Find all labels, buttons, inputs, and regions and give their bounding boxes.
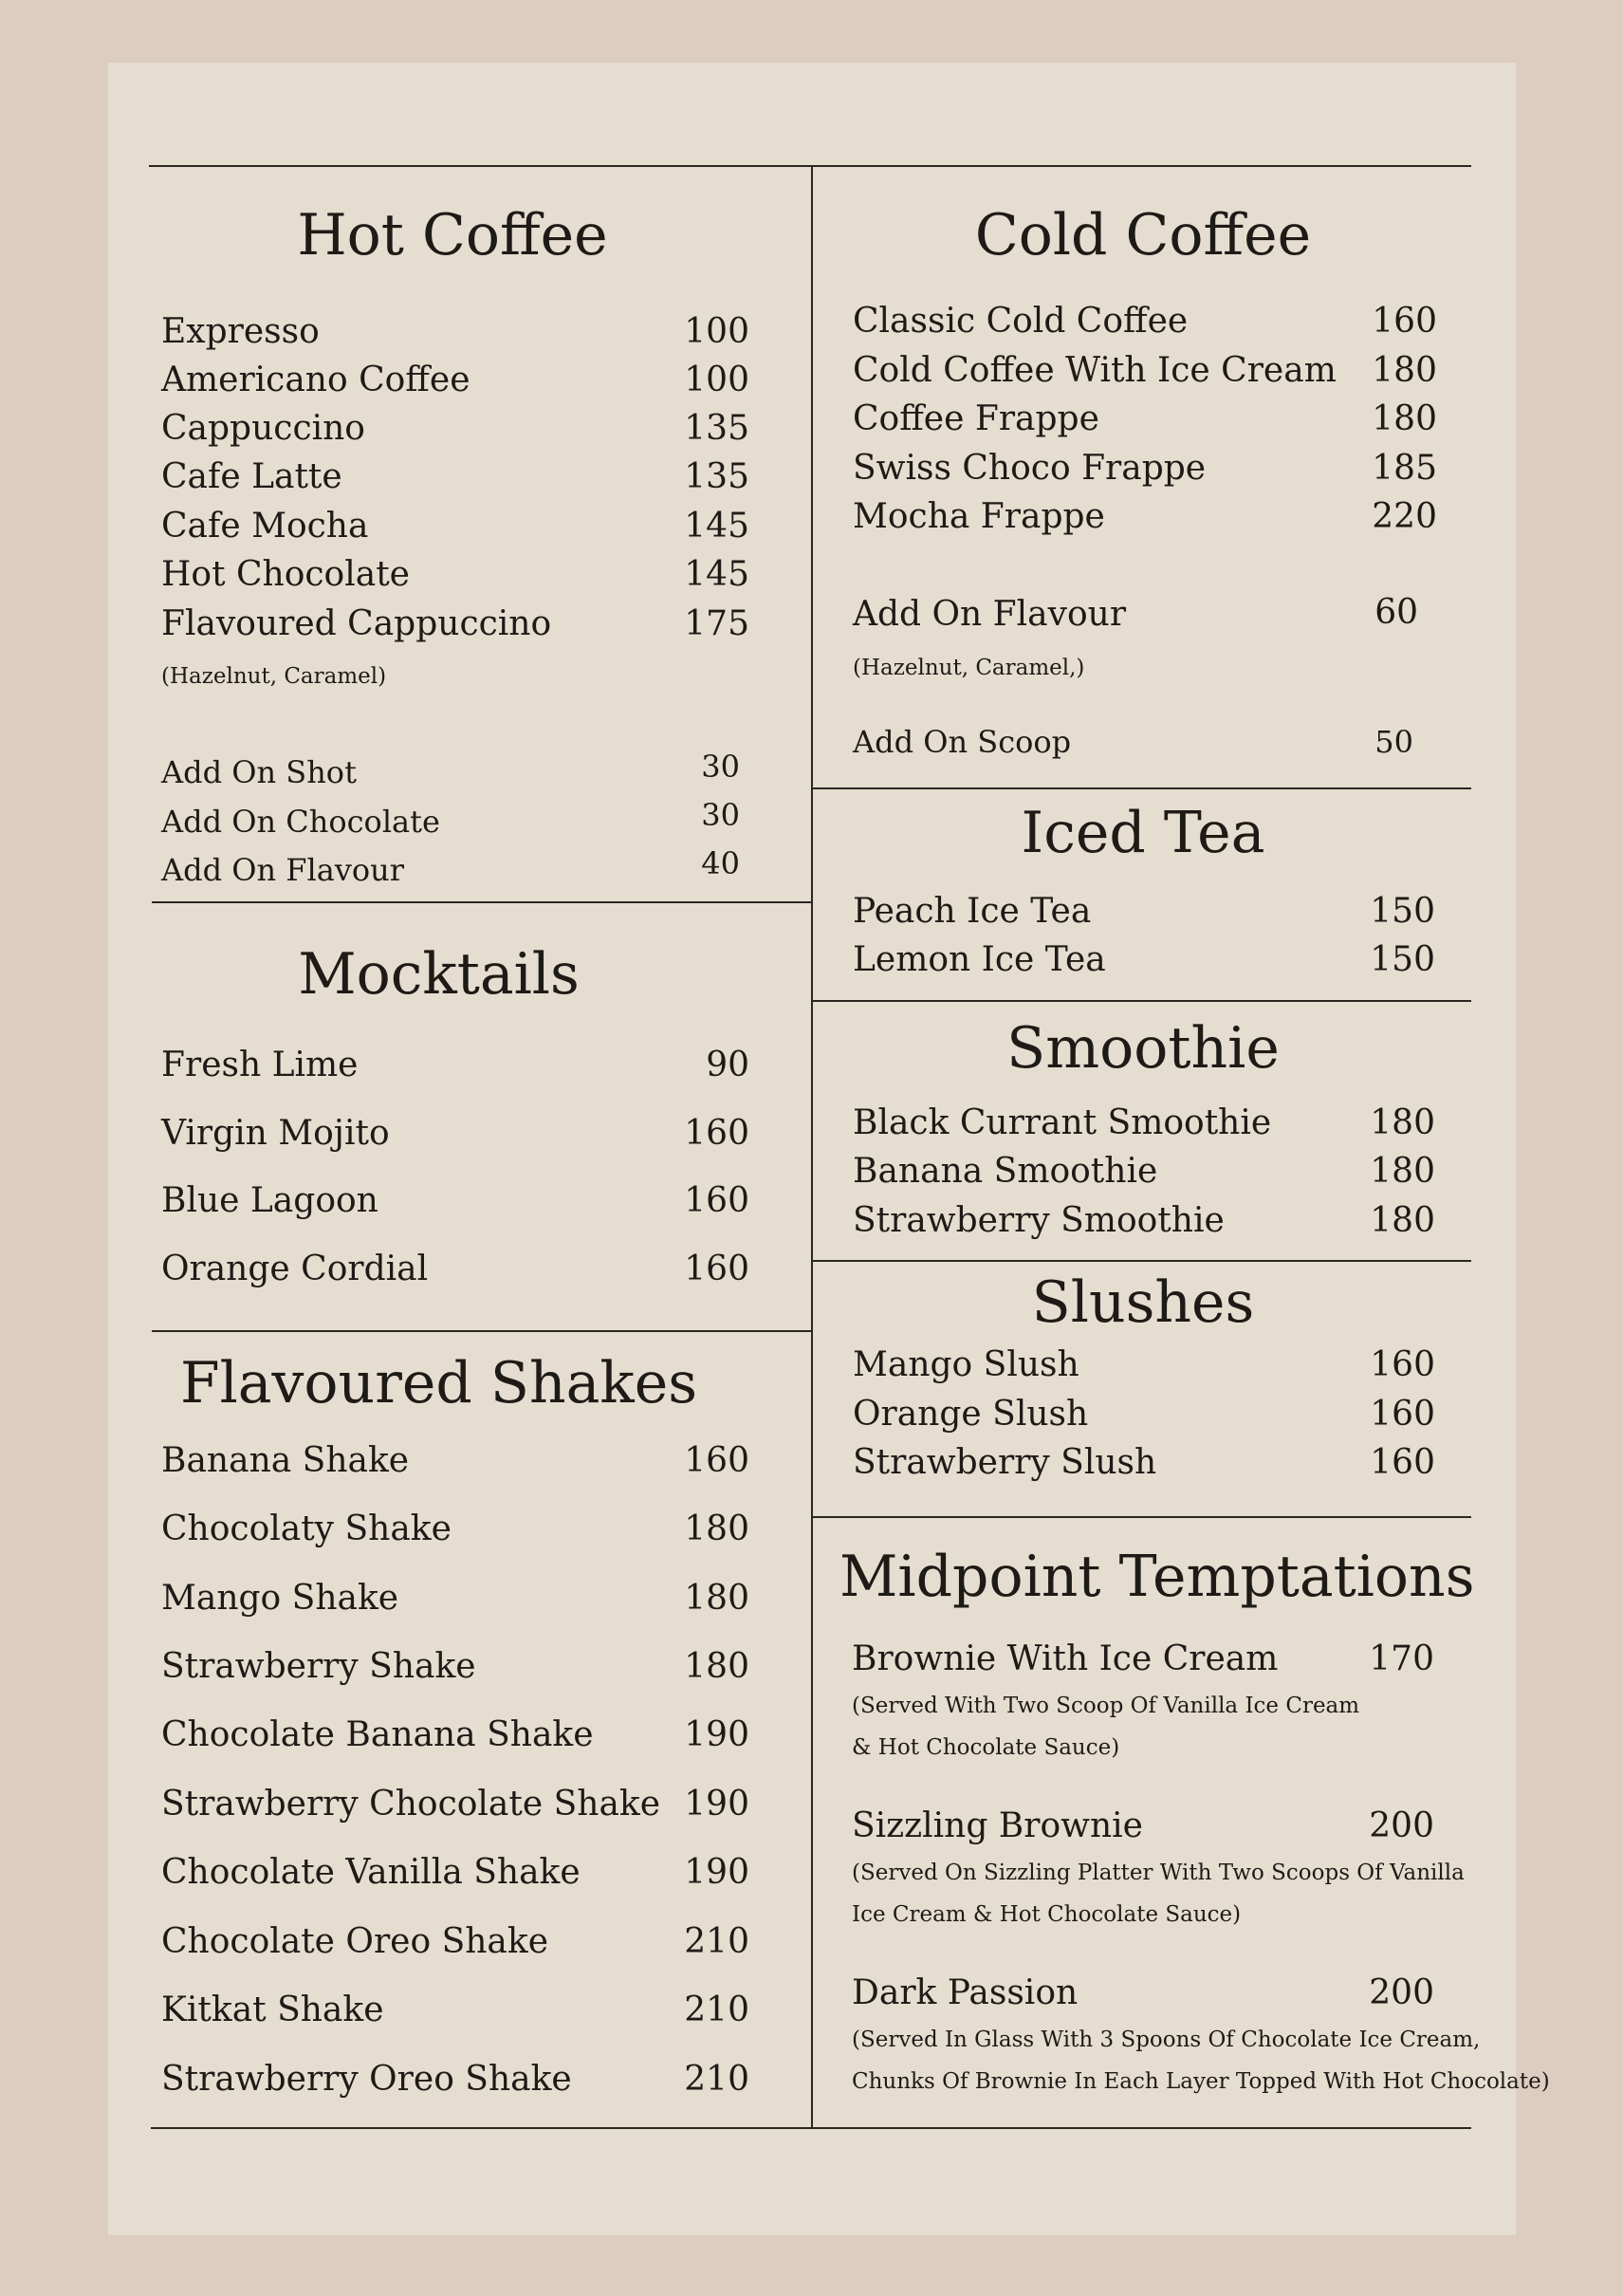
addon-price: 30: [701, 797, 740, 833]
section-title-cold-coffee: Cold Coffee: [974, 202, 1312, 268]
menu-item-price: 100: [684, 361, 749, 399]
section-title-slushes: Slushes: [1031, 1269, 1255, 1336]
menu-item-price: 160: [1372, 302, 1437, 341]
dessert-name: Dark Passion: [852, 1973, 1079, 2012]
menu-item-note: (Hazelnut, Caramel): [161, 664, 387, 689]
menu-item-price: 180: [684, 1579, 749, 1618]
dessert-price: 200: [1369, 1806, 1434, 1845]
addon-price: 30: [701, 749, 740, 785]
dessert-price: 200: [1369, 1973, 1434, 2012]
addon-price: 50: [1374, 724, 1413, 760]
dessert-name: Brownie With Ice Cream: [852, 1639, 1279, 1678]
dessert-note-line: Chunks Of Brownie In Each Layer Topped With Hot Chocolate): [852, 2069, 1550, 2094]
addon-name: Add On Chocolate: [161, 804, 440, 840]
menu-item-price: 180: [1370, 1103, 1435, 1142]
menu-item-name: Strawberry Shake: [161, 1647, 476, 1686]
section-title-iced-tea: Iced Tea: [1021, 800, 1265, 866]
divider-cold-coffee-iced-tea: [812, 787, 1471, 789]
menu-item-price: 190: [684, 1853, 749, 1892]
menu-item-name: Lemon Ice Tea: [853, 940, 1106, 979]
menu-item-price: 210: [684, 1922, 749, 1961]
menu-item-name: Fresh Lime: [161, 1046, 359, 1084]
menu-item-price: 180: [1372, 351, 1437, 390]
menu-item-name: Peach Ice Tea: [853, 892, 1092, 931]
menu-item-price: 135: [684, 457, 749, 496]
menu-item-name: Swiss Choco Frappe: [853, 449, 1207, 488]
menu-item-name: Chocolate Vanilla Shake: [161, 1853, 581, 1892]
menu-item-name: Hot Chocolate: [161, 555, 410, 594]
menu-item-price: 190: [684, 1715, 749, 1754]
menu-item-price: 160: [1370, 1395, 1435, 1434]
menu-item-price: 180: [684, 1647, 749, 1686]
menu-item-name: Cold Coffee With Ice Cream: [853, 351, 1337, 390]
column-divider: [811, 165, 813, 2129]
menu-item-price: 180: [1370, 1152, 1435, 1191]
dessert-note-line: Ice Cream & Hot Chocolate Sauce): [852, 1902, 1242, 1927]
menu-item-price: 160: [684, 1114, 749, 1153]
menu-item-name: Strawberry Smoothie: [853, 1201, 1225, 1240]
menu-item-name: Coffee Frappe: [853, 399, 1099, 438]
menu-item-price: 100: [684, 312, 749, 351]
dessert-note-line: (Served In Glass With 3 Spoons Of Chocolate Ice Cream,: [852, 2028, 1481, 2052]
menu-item-name: Mango Shake: [161, 1579, 399, 1618]
menu-item-name: Expresso: [161, 312, 320, 351]
menu-item-price: 220: [1372, 497, 1437, 536]
section-title-smoothie: Smoothie: [1006, 1015, 1280, 1082]
menu-item-name: Americano Coffee: [161, 361, 470, 399]
menu-item-price: 180: [1370, 1201, 1435, 1240]
menu-item-name: Kitkat Shake: [161, 1990, 384, 2029]
menu-item-price: 160: [684, 1441, 749, 1480]
addon-price: 60: [1374, 593, 1418, 632]
dessert-note-line: & Hot Chocolate Sauce): [852, 1735, 1120, 1760]
menu-item-name: Flavoured Cappuccino: [161, 604, 552, 643]
divider-slushes-temptations: [812, 1516, 1471, 1518]
menu-item-name: Strawberry Oreo Shake: [161, 2060, 572, 2099]
menu-item-name: Blue Lagoon: [161, 1181, 378, 1220]
section-title-midpoint-temptations: Midpoint Temptations: [839, 1544, 1475, 1610]
menu-item-name: Mocha Frappe: [853, 497, 1105, 536]
menu-item-name: Chocolate Oreo Shake: [161, 1922, 549, 1961]
menu-item-name: Black Currant Smoothie: [853, 1103, 1272, 1142]
menu-item-name: Banana Smoothie: [853, 1152, 1158, 1191]
dessert-note-line: (Served On Sizzling Platter With Two Scoops Of Vanilla: [852, 1861, 1465, 1885]
dessert-price: 170: [1369, 1639, 1434, 1678]
menu-item-price: 175: [684, 604, 749, 643]
menu-item-price: 160: [1370, 1443, 1435, 1482]
menu-item-name: Strawberry Chocolate Shake: [161, 1785, 661, 1824]
menu-item-name: Cafe Latte: [161, 457, 342, 496]
menu-item-price: 145: [684, 507, 749, 546]
addon-name: Add On Flavour: [853, 595, 1127, 634]
menu-item-price: 160: [684, 1250, 749, 1288]
addon-name: Add On Scoop: [853, 724, 1072, 760]
addon-price: 40: [701, 845, 740, 881]
menu-item-name: Chocolate Banana Shake: [161, 1715, 594, 1754]
menu-item-price: 210: [684, 1990, 749, 2029]
menu-item-price: 150: [1370, 940, 1435, 979]
menu-item-price: 145: [684, 555, 749, 594]
divider-smoothie-slushes: [812, 1260, 1471, 1262]
menu-item-name: Virgin Mojito: [161, 1114, 390, 1153]
menu-item-price: 160: [684, 1181, 749, 1220]
menu-item-name: Classic Cold Coffee: [853, 302, 1189, 341]
menu-item-name: Cafe Mocha: [161, 507, 369, 546]
menu-item-price: 190: [684, 1785, 749, 1824]
menu-item-name: Banana Shake: [161, 1441, 410, 1480]
section-title-mocktails: Mocktails: [298, 941, 580, 1008]
menu-item-price: 180: [684, 1509, 749, 1548]
menu-item-name: Mango Slush: [853, 1345, 1079, 1384]
dessert-note-line: (Served With Two Scoop Of Vanilla Ice Cream: [852, 1694, 1360, 1718]
menu-item-price: 135: [684, 409, 749, 448]
addon-note: (Hazelnut, Caramel,): [853, 656, 1085, 680]
divider-iced-tea-smoothie: [812, 1000, 1471, 1002]
menu-item-price: 180: [1372, 399, 1437, 438]
menu-item-price: 160: [1370, 1345, 1435, 1384]
menu-item-price: 150: [1370, 892, 1435, 931]
section-title-flavoured-shakes: Flavoured Shakes: [179, 1350, 698, 1416]
divider-hot-coffee-mocktails: [152, 901, 812, 903]
menu-item-name: Chocolaty Shake: [161, 1509, 452, 1548]
top-rule: [149, 165, 1471, 167]
menu-item-name: Cappuccino: [161, 409, 365, 448]
divider-mocktails-shakes: [152, 1330, 812, 1332]
menu-item-name: Orange Cordial: [161, 1250, 429, 1288]
menu-item-price: 185: [1372, 449, 1437, 488]
dessert-name: Sizzling Brownie: [852, 1806, 1143, 1845]
menu-item-price: 90: [706, 1046, 749, 1084]
menu-item-price: 210: [684, 2060, 749, 2099]
section-title-hot-coffee: Hot Coffee: [297, 202, 608, 268]
addon-name: Add On Shot: [161, 754, 357, 790]
menu-item-name: Orange Slush: [853, 1395, 1089, 1434]
menu-item-name: Strawberry Slush: [853, 1443, 1157, 1482]
addon-name: Add On Flavour: [161, 852, 405, 888]
